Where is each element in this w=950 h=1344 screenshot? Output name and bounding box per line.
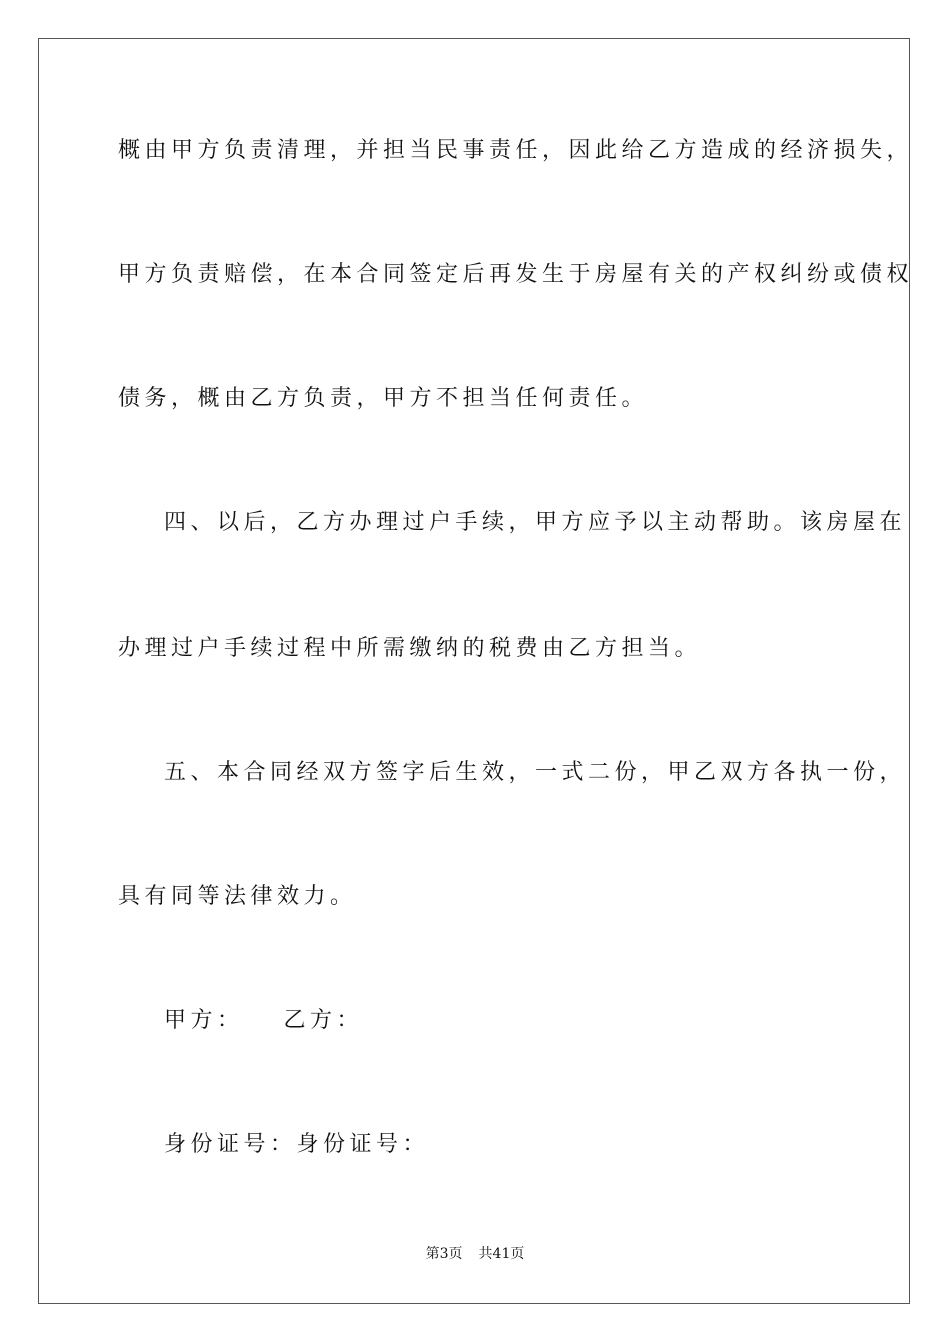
party-signature-row [164, 1006, 363, 1036]
page-footer [0, 1244, 950, 1264]
body-line: 具有同等法律效力。 [118, 884, 357, 909]
body-line: 办理过户手续过程中所需缴纳的税费由乙方担当。 [118, 636, 702, 661]
clause-five: 五、本合同经双方签字后生效，一式二份，甲乙双方各执一份， [164, 760, 907, 785]
body-line: 债务，概由乙方负责，甲方不担当任何责任。 [118, 386, 649, 411]
page-frame [38, 38, 910, 1304]
body-line: 概由甲方负责清理，并担当民事责任，因此给乙方造成的经济损失， [118, 138, 914, 163]
clause-four: 四、以后，乙方办理过户手续，甲方应予以主动帮助。该房屋在 [164, 510, 907, 535]
party-a-id-label: 身份证号： [164, 1132, 297, 1157]
page-number: 第3页 [425, 1246, 463, 1262]
party-b-id-label: 身份证号： [296, 1132, 430, 1157]
page-total: 共41页 [478, 1246, 525, 1262]
party-a-label: 甲方： [164, 1008, 244, 1033]
id-number-row [164, 1130, 429, 1160]
body-line: 甲方负责赔偿，在本合同签定后再发生于房屋有关的产权纠纷或债权 [118, 262, 914, 287]
party-b-label: 乙方： [283, 1008, 364, 1033]
